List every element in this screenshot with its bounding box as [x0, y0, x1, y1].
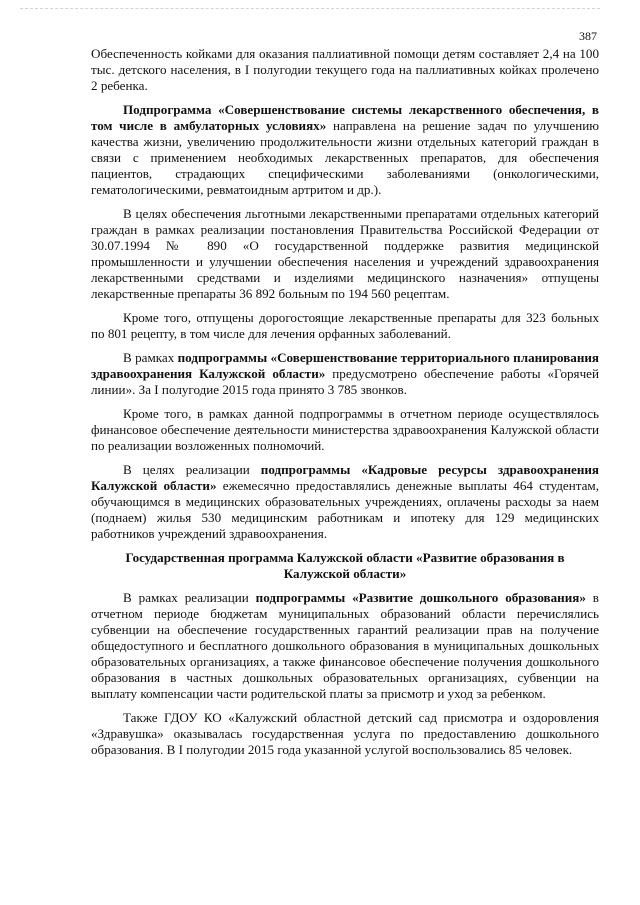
paragraph-personnel [91, 462, 599, 542]
paragraph-text: направлена на решение задач по улучшению качества жизни, увеличению продолжительности жизни отдельных категорий граждан в связи с применением необходимых лекарственных препаратов, для обеспечения пациентов, страдающих специфическими заболеваниями (онкологическими, гематологическими, ревматоидным артритом и др.). [91, 118, 600, 197]
section-heading-education: Государственная программа Калужской области «Развитие образования в Калужской области» [125, 550, 565, 581]
paragraph-text: В целях обеспечения льготными лекарственными препаратами отдельных категорий граждан в рамках реализации постановления Правительства Российской Федерации от 30.07.1994 № 890 «О государственной поддержке развития медицинской промышленности и улучшении обеспечения населения и учреждений здравоохранения лекарственными средствами и изделиями медицинского назначения» отпущены лекарственные препараты 36 892 больным по 194 560 рецептам. [91, 206, 599, 301]
paragraph-ministry-funding [91, 406, 599, 454]
page-number: 387 [579, 29, 597, 43]
paragraph-kindergarten [91, 710, 599, 758]
scan-artifact-line [20, 8, 600, 13]
paragraph-text: Кроме того, отпущены дорогостоящие лекарственные препараты для 323 больных по 801 рецепту, в том числе для лечения орфанных заболеваний. [91, 310, 599, 341]
paragraph-text: Обеспеченность койками для оказания паллиативной помощи детям составляет 2,4 на 100 тыс. детского населения, в I полугодии текущего года на паллиативных койках пролечено 2 ребенка. [91, 46, 599, 93]
paragraph-preferential-drugs [91, 206, 599, 302]
subprogram-title-personnel: подпрограммы «Кадровые ресурсы здравоохранения Калужской области» [91, 462, 599, 493]
paragraph-preschool [91, 590, 599, 702]
paragraph-text: предусмотрено обеспечение работы «Горячей линии». За I полугодие 2015 года принято 3 785 звонков. [91, 366, 599, 397]
subprogram-title-drugs: Подпрограмма «Совершенствование системы лекарственного обеспечения, в том числе в амбулаторных условиях» [91, 102, 599, 133]
paragraph-palliative-beds [91, 46, 599, 94]
paragraph-text: Кроме того, в рамках данной подпрограммы в отчетном периоде осуществлялось финансовое обеспечение деятельности министерства здравоохранения Калужской области по реализации возложенных полномочий. [91, 406, 599, 453]
paragraph-text: ежемесячно предоставлялись денежные выплаты 464 студентам, обучающимся в медицинских образовательных учреждениях, оплачены расходы за наем (поднаем) жилья 530 медицинским работникам и ипотеку для 129 медицинских работников учреждений здравоохранения. [91, 478, 599, 541]
paragraph-text: В рамках реализации [123, 590, 256, 605]
paragraph-text: В рамках [123, 350, 178, 365]
subprogram-title-planning: подпрограммы «Совершенствование территориального планирования здравоохранения Калужской области» [91, 350, 599, 381]
paragraph-text: Также ГДОУ КО «Калужский областной детский сад присмотра и оздоровления «Здравушка» оказывалась государственная услуга по предоставлению дошкольного образования. В I полугодии 2015 года указанной услугой воспользовались 85 человек. [91, 710, 599, 757]
paragraph-expensive-drugs [91, 310, 599, 342]
paragraph-text: в отчетном периоде бюджетам муниципальных образований области перечислялись субвенции на обеспечение государственных гарантий реализации прав на получение общедоступного и бесплатного дошкольного образования в муниципальных дошкольных образовательных организациях, а также финансовое обеспечение получения дошкольного образования в частных дошкольных образовательных организациях, субвенции на выплату компенсации части родительской платы за присмотр и уход за ребенком. [91, 590, 599, 701]
paragraph-text: В целях реализации [123, 462, 261, 477]
subprogram-title-preschool: подпрограммы «Развитие дошкольного образования» [255, 590, 586, 605]
paragraph-territorial-planning [91, 350, 599, 398]
document-body [91, 46, 599, 766]
paragraph-drug-subprogram [91, 102, 599, 198]
